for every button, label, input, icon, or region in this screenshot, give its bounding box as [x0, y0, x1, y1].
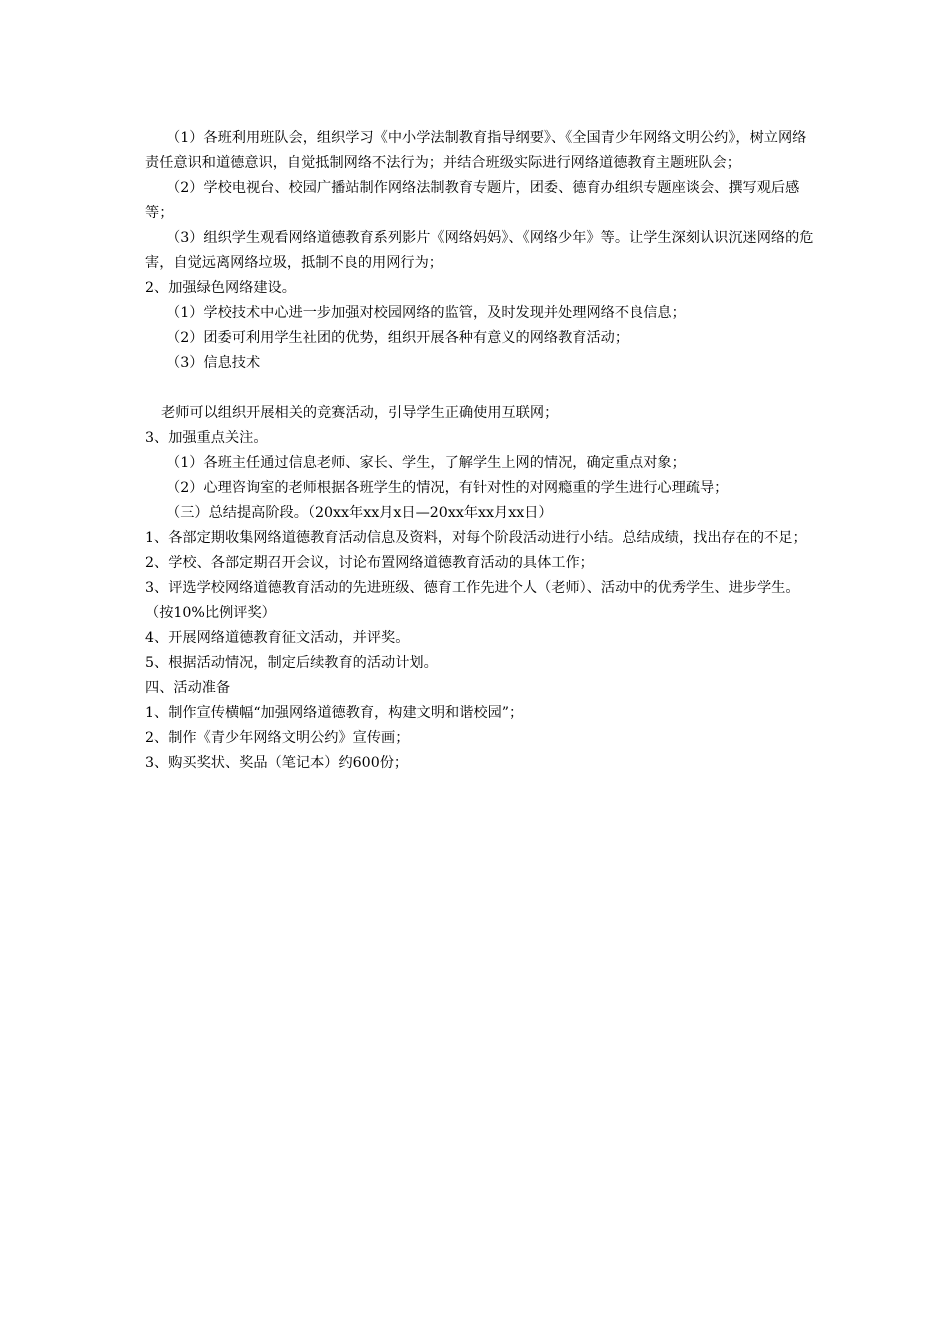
document-body — [145, 126, 817, 776]
paragraph-1: （1）各班利用班队会，组织学习《中小学法制教育指导纲要》、《全国青少年网络文明公约》，树立网络责任意识和道德意识，自觉抵制网络不法行为；并结合班级实际进行网络道德教育主题班队会； — [145, 130, 807, 171]
paragraph-4: 2、加强绿色网络建设。 — [145, 280, 296, 296]
paragraph-16: 4、开展网络道德教育征文活动，并评奖。 — [145, 630, 410, 646]
paragraph-6: （2）团委可利用学生社团的优势，组织开展各种有意义的网络教育活动； — [166, 330, 630, 346]
paragraph-15: 3、评选学校网络道德教育活动的先进班级、德育工作先进个人（老师）、活动中的优秀学生、进步学生。（按10%比例评奖） — [145, 580, 800, 621]
paragraph-21: 3、购买奖状、奖品（笔记本）约600份； — [145, 755, 409, 771]
paragraph-2: （2）学校电视台、校园广播站制作网络法制教育专题片，团委、德育办组织专题座谈会、撰写观后感等； — [145, 180, 800, 221]
paragraph-7: （3）信息技术 — [166, 355, 261, 371]
paragraph-11: （2）心理咨询室的老师根据各班学生的情况，有针对性的对网瘾重的学生进行心理疏导； — [166, 480, 729, 496]
paragraph-17: 5、根据活动情况，制定后续教育的活动计划。 — [145, 655, 438, 671]
paragraph-13: 1、各部定期收集网络道德教育活动信息及资料，对每个阶段活动进行小结。总结成绩，找出存在的不足； — [145, 530, 807, 546]
paragraph-20: 2、制作《青少年网络文明公约》宣传画； — [145, 730, 410, 746]
paragraph-9: 3、加强重点关注。 — [145, 430, 268, 446]
paragraph-12: （三）总结提高阶段。（20xx年xx月x日—20xx年xx月xx日） — [166, 505, 553, 521]
paragraph-19: 1、制作宣传横幅“加强网络道德教育，构建文明和谐校园”； — [145, 705, 524, 721]
paragraph-5: （1）学校技术中心进一步加强对校园网络的监管，及时发现并处理网络不良信息； — [166, 305, 686, 321]
paragraph-8: 老师可以组织开展相关的竞赛活动，引导学生正确使用互联网； — [161, 405, 559, 421]
paragraph-14: 2、学校、各部定期召开会议，讨论布置网络道德教育活动的具体工作； — [145, 555, 594, 571]
paragraph-10: （1）各班主任通过信息老师、家长、学生，了解学生上网的情况，确定重点对象； — [166, 455, 686, 471]
paragraph-3: （3）组织学生观看网络道德教育系列影片《网络妈妈》、《网络少年》等。让学生深刻认识沉迷网络的危害，自觉远离网络垃圾，抵制不良的用网行为； — [145, 230, 814, 271]
section-heading: 四、活动准备 — [145, 680, 231, 696]
blank-line — [145, 376, 817, 401]
